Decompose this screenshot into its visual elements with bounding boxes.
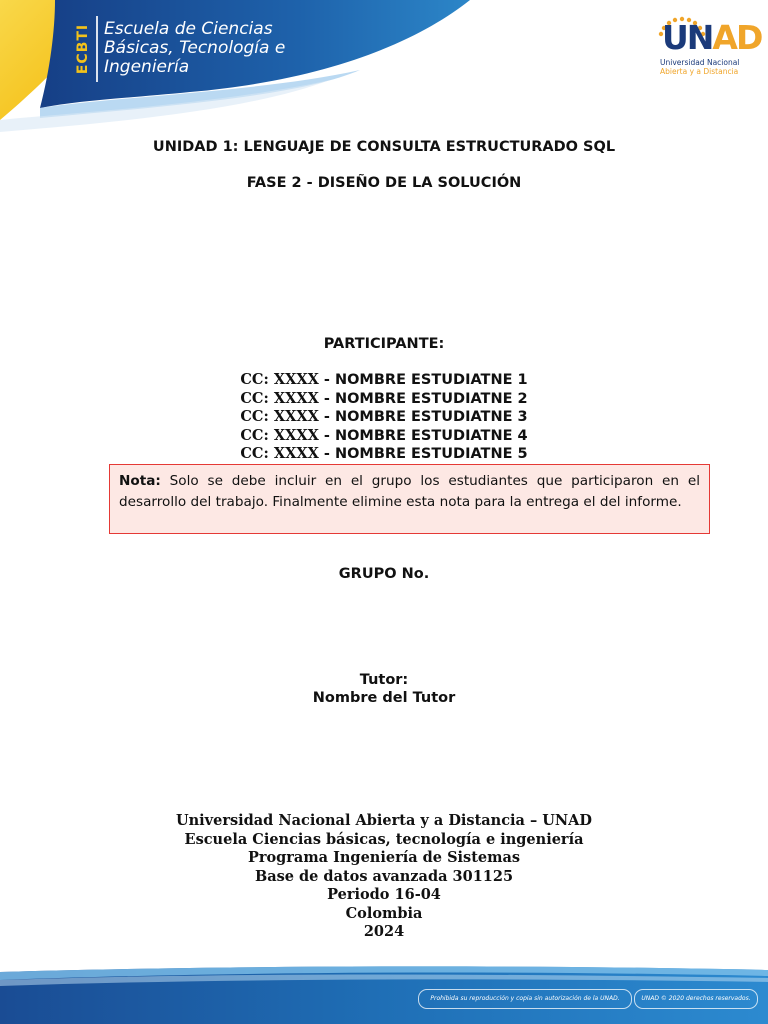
footer-copy-notice: Prohibida su reproducción y copia sin autorización de la UNAD. [418, 989, 632, 1009]
school-name-line: Ingeniería [104, 57, 190, 77]
school-name [104, 20, 344, 77]
participants-list [0, 371, 768, 464]
logo-wordmark: UNAD [662, 18, 762, 57]
logo-subtitle-line2: Abierta y a Distancia [660, 67, 739, 76]
participants-heading: PARTICIPANTE: [323, 336, 445, 352]
institution-line: Colombia [345, 904, 423, 922]
school-name-line: Básicas, Tecnología e [104, 38, 286, 58]
unad-logo [640, 14, 762, 84]
unit-title: UNIDAD 1: LENGUAJE DE CONSULTA ESTRUCTURADO SQL [152, 139, 616, 155]
note-box [109, 464, 710, 534]
ecbti-tag: ECBTI [70, 16, 98, 82]
institution-block [0, 812, 768, 942]
tutor-label: Tutor: [359, 672, 409, 688]
participant-row: CC: XXXX - NOMBRE ESTUDIATNE 5 [240, 445, 528, 462]
header-banner [0, 0, 768, 140]
phase-title: FASE 2 - DISEÑO DE LA SOLUCIÓN [246, 175, 522, 191]
participant-row: CC: XXXX - NOMBRE ESTUDIATNE 3 [240, 408, 528, 425]
tutor-name: Nombre del Tutor [312, 690, 456, 706]
institution-line: Periodo 16-04 [327, 886, 441, 903]
group-label: GRUPO No. [338, 566, 430, 582]
logo-subtitle-line1: Universidad Nacional [660, 58, 740, 67]
participant-row: CC: XXXX - NOMBRE ESTUDIATNE 4 [240, 426, 528, 444]
institution-line: 2024 [363, 923, 405, 940]
participant-row: CC: XXXX - NOMBRE ESTUDIATNE 2 [240, 389, 528, 407]
note-text: Solo se debe incluir en el grupo los estudiantes que participaron en el desarrollo del trabajo. Finalmente elimine esta nota para la entrega el del informe. [119, 473, 700, 510]
institution-line: Programa Ingeniería de Sistemas [247, 849, 521, 866]
note-label: Nota: [119, 473, 161, 489]
footer-rights-notice: UNAD © 2020 derechos reservados. [634, 989, 758, 1009]
institution-line: Universidad Nacional Abierta y a Distancia – UNAD [175, 812, 593, 829]
school-name-line: Escuela de Ciencias [104, 19, 273, 39]
institution-line: Escuela Ciencias básicas, tecnología e ingeniería [184, 830, 584, 848]
institution-line: Base de datos avanzada 301125 [254, 867, 514, 885]
participant-row: CC: XXXX - NOMBRE ESTUDIATNE 1 [240, 371, 528, 388]
